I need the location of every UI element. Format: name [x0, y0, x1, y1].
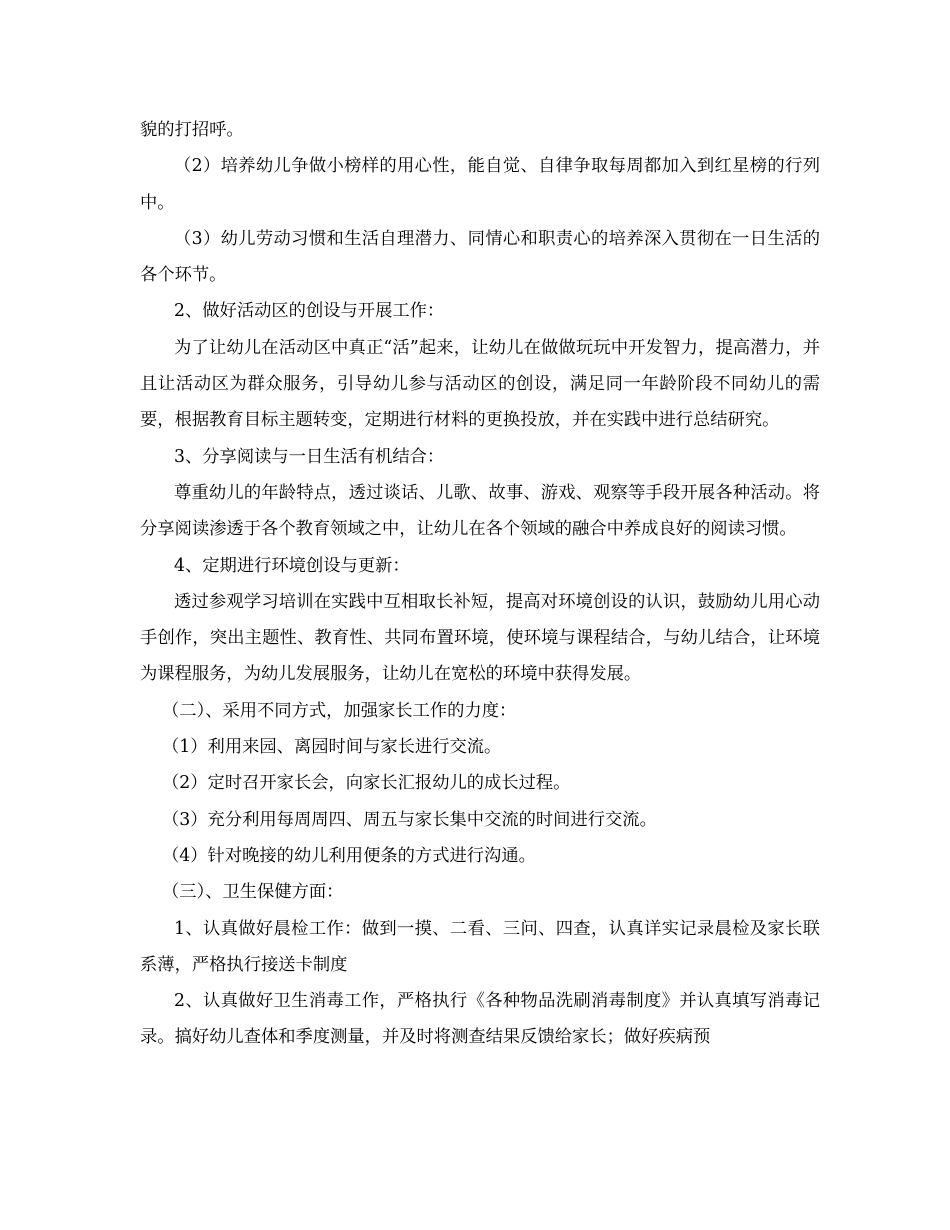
paragraph-continuation: 貌的打招呼。	[140, 120, 244, 140]
section-heading-shared-reading: 3、分享阅读与一日生活有机结合：	[174, 446, 445, 467]
paragraph-disinfection: 2、认真做好卫生消毒工作，严格执行《各种物品洗刷消毒制度》并认真填写消毒记录。搞好幼儿查体和季度测量，并及时将测查结果反馈给家长；做好疾病预	[140, 991, 820, 1048]
list-item-parent-3: （3）充分利用每周周四、周五与家长集中交流的时间进行交流。	[162, 809, 657, 830]
section-heading-parent-work: （二）、采用不同方式，加强家长工作的力度：	[162, 700, 517, 721]
paragraph-item-3: （3）幼儿劳动习惯和生活自理潜力、同情心和职责心的培养深入贯彻在一日生活的各个环节。	[140, 228, 820, 286]
section-heading-health-care: （三）、卫生保健方面：	[162, 882, 344, 903]
paragraph-morning-check: 1、认真做好晨检工作：做到一摸、二看、三问、四查，认真详实记录晨检及家长联系薄，严格执行接送卡制度	[140, 918, 820, 975]
paragraph-item-2: （2）培养幼儿争做小榜样的用心性，能自觉、自律争取每周都加入到红星榜的行列中。	[140, 156, 820, 213]
list-item-parent-4: （4）针对晚接的幼儿利用便条的方式进行沟通。	[162, 845, 536, 866]
paragraph-shared-reading: 尊重幼儿的年龄特点，透过谈话、儿歌、故事、游戏、观察等手段开展各种活动。将分享阅读渗透于各个教育领域之中，让幼儿在各个领域的融合中养成良好的阅读习惯。	[140, 482, 820, 540]
section-heading-environment: 4、定期进行环境创设与更新：	[174, 555, 410, 576]
paragraph-activity-area: 为了让幼儿在活动区中真正“活”起来，让幼儿在做做玩玩中开发智力，提高潜力，并且让活动区为群众服务，引导幼儿参与活动区的创设，满足同一年龄阶段不同幼儿的需要，根据教育目标主题转变，定期进行材料的更换投放，并在实践中进行总结研究。	[140, 337, 820, 431]
section-heading-activity-area: 2、做好活动区的创设与开展工作：	[174, 301, 445, 322]
list-item-parent-1: （1）利用来园、离园时间与家长进行交流。	[162, 737, 502, 758]
document-body	[140, 112, 820, 1056]
paragraph-environment: 透过参观学习培训在实践中互相取长补短，提高对环境创设的认识，鼓励幼儿用心动手创作，突出主题性、教育性、共同布置环境，使环境与课程结合，与幼儿结合，让环境为课程服务，为幼儿发展服务，让幼儿在宽松的环境中获得发展。	[140, 591, 820, 685]
list-item-parent-2: （2）定时召开家长会，向家长汇报幼儿的成长过程。	[162, 773, 571, 794]
